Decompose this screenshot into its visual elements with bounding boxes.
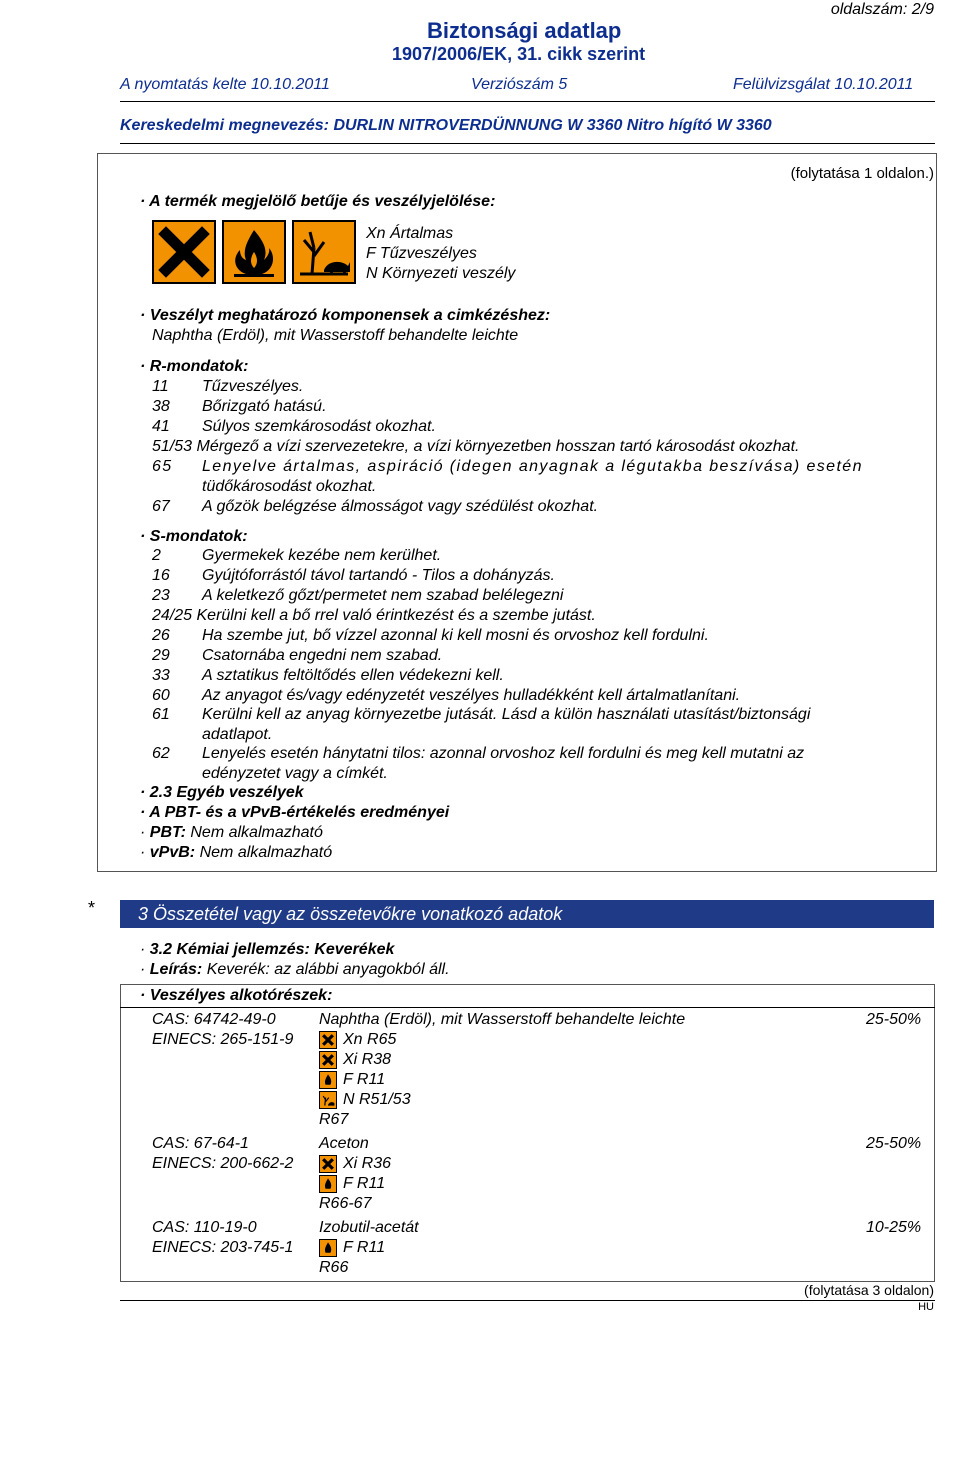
concentration: 25-50%	[866, 1135, 922, 1152]
change-asterisk: *	[88, 898, 96, 918]
classification: N R51/53	[343, 1091, 411, 1108]
r-phrase: 11 Tűzveszélyes.	[152, 378, 304, 395]
r-extra: R67	[319, 1111, 349, 1128]
s-phrase-cont: edényzetet vagy a címkét.	[202, 765, 388, 782]
trade-name: Kereskedelmi megnevezés: DURLIN NITROVERDÜNNUNG W 3360 Nitro hígító W 3360	[120, 117, 772, 134]
s-phrase: 29 Csatornába engedni nem szabad.	[152, 647, 443, 664]
r-phrase: 41 Súlyos szemkárosodást okozhat.	[152, 418, 436, 435]
classification: Xi R36	[343, 1155, 392, 1172]
flame-icon	[319, 1175, 337, 1193]
s-phrase: 16 Gyújtóforrástól távol tartandó - Tilos a dohányzás.	[152, 567, 555, 584]
components-value: Naphtha (Erdöl), mit Wasserstoff behandelte leichte	[152, 327, 519, 344]
pbt-row: · PBT: Nem alkalmazható	[140, 824, 323, 841]
r-extra: R66	[319, 1259, 349, 1276]
other-hazards-heading: · 2.3 Egyéb veszélyek	[140, 784, 304, 801]
s-phrase: 24/25 Kerülni kell a bő rrel való érintkezést és a szembe jutást.	[152, 607, 596, 624]
footer-rule	[120, 1300, 935, 1301]
vpvb-row: · vPvB: Nem alkalmazható	[140, 844, 333, 861]
header-rule	[120, 101, 935, 102]
revision-date: Felülvizsgálat 10.10.2011	[733, 76, 914, 93]
page-number: oldalszám: 2/9	[830, 1, 934, 18]
harmful-x-icon	[152, 220, 216, 284]
desc-row: · Leírás: Keverék: az alábbi anyagokból áll.	[140, 961, 450, 978]
s-phrase: 62 Lenyelés esetén hánytatni tilos: azonnal orvoshoz kell fordulni és meg kell mutatni az	[152, 745, 805, 762]
r-phrase-cont: tüdőkárosodást okozhat.	[202, 478, 377, 495]
s-phrase: 23 A keletkező gőzt/permetet nem szabad belélegezni	[152, 587, 564, 604]
flame-icon	[222, 220, 286, 284]
language-code: HU	[918, 1301, 934, 1313]
r-phrase: 67 A gőzök belégzése álmosságot vagy szédülést okozhat.	[152, 498, 599, 515]
hazard-heading: · A termék megjelölő betűje és veszélyjelölése:	[140, 193, 496, 210]
chem-row: · 3.2 Kémiai jellemzés: Keverékek	[140, 941, 395, 958]
s-phrase: 60 Az anyagot és/vagy edényzetét veszélyes hulladékként kell ártalmatlanítani.	[152, 687, 741, 704]
section-3-title: 3 Összetétel vagy az összetevőkre vonatkozó adatok	[120, 900, 934, 928]
component-name: Izobutil-acetát	[319, 1219, 419, 1236]
classification: Xn R65	[343, 1031, 397, 1048]
flame-icon	[319, 1071, 337, 1089]
symbol-xn: Xn Ártalmas	[366, 225, 454, 242]
environment-icon	[292, 220, 356, 284]
flame-icon	[319, 1239, 337, 1257]
symbol-f: F Tűzveszélyes	[366, 245, 477, 262]
s-phrase: 61 Kerülni kell az anyag környezetbe jutását. Lásd a külön használati utasítást/biztonsági	[152, 706, 811, 723]
document-title: Biztonsági adatlap	[427, 18, 622, 43]
concentration: 25-50%	[866, 1011, 922, 1028]
s-phrase: 26 Ha szembe jut, bő vízzel azonnal ki kell mosni és orvoshoz kell fordulni.	[152, 627, 709, 644]
s-phrase: 2 Gyermekek kezébe nem kerülhet.	[152, 547, 442, 564]
irritant-x-icon	[319, 1155, 337, 1173]
header-rule-2	[120, 143, 935, 144]
document-subtitle: 1907/2006/EK, 31. cikk szerint	[392, 44, 646, 64]
irritant-x-icon	[319, 1051, 337, 1069]
concentration: 10-25%	[866, 1219, 922, 1236]
s-phrases-heading: · S-mondatok:	[140, 528, 248, 545]
harmful-x-icon	[319, 1031, 337, 1049]
cas-number: CAS: 67-64-1	[152, 1135, 249, 1152]
r-phrase: 65 Lenyelve ártalmas, aspiráció (idegen anyagnak a légutakba beszívása) esetén	[152, 458, 863, 475]
components-table-rule	[120, 1007, 935, 1008]
r-extra: R66-67	[319, 1195, 372, 1212]
r-phrase: 51/53 Mérgező a vízi szervezetekre, a vízi környezetben hosszan tartó károsodást okozhat.	[152, 438, 800, 455]
einecs-number: EINECS: 203-745-1	[152, 1239, 294, 1256]
r-phrase: 38 Bőrizgató hatású.	[152, 398, 327, 415]
classification: F R11	[343, 1239, 386, 1256]
continued-from: (folytatása 1 oldalon.)	[790, 165, 934, 182]
classification: Xi R38	[343, 1051, 392, 1068]
continued-to: (folytatása 3 oldalon)	[804, 1282, 934, 1298]
cas-number: CAS: 64742-49-0	[152, 1011, 276, 1028]
s-phrase: 33 A sztatikus feltöltődés ellen védekezni kell.	[152, 667, 504, 684]
environment-icon	[319, 1091, 337, 1109]
s-phrase-cont: adatlapot.	[202, 726, 273, 743]
version: Verziószám 5	[471, 76, 568, 93]
classification: F R11	[343, 1071, 386, 1088]
pbt-heading: · A PBT- és a vPvB-értékelés eredményei	[140, 804, 450, 821]
components-table-heading: · Veszélyes alkotórészek:	[140, 987, 333, 1004]
print-date: A nyomtatás kelte 10.10.2011	[120, 76, 330, 93]
r-phrases-heading: · R-mondatok:	[140, 358, 249, 375]
einecs-number: EINECS: 200-662-2	[152, 1155, 294, 1172]
symbol-n: N Környezeti veszély	[366, 265, 516, 282]
component-name: Aceton	[319, 1135, 369, 1152]
einecs-number: EINECS: 265-151-9	[152, 1031, 294, 1048]
component-name: Naphtha (Erdöl), mit Wasserstoff behandelte leichte	[319, 1011, 686, 1028]
classification: F R11	[343, 1175, 386, 1192]
cas-number: CAS: 110-19-0	[152, 1219, 257, 1236]
components-heading: · Veszélyt meghatározó komponensek a cimkézéshez:	[140, 307, 551, 324]
